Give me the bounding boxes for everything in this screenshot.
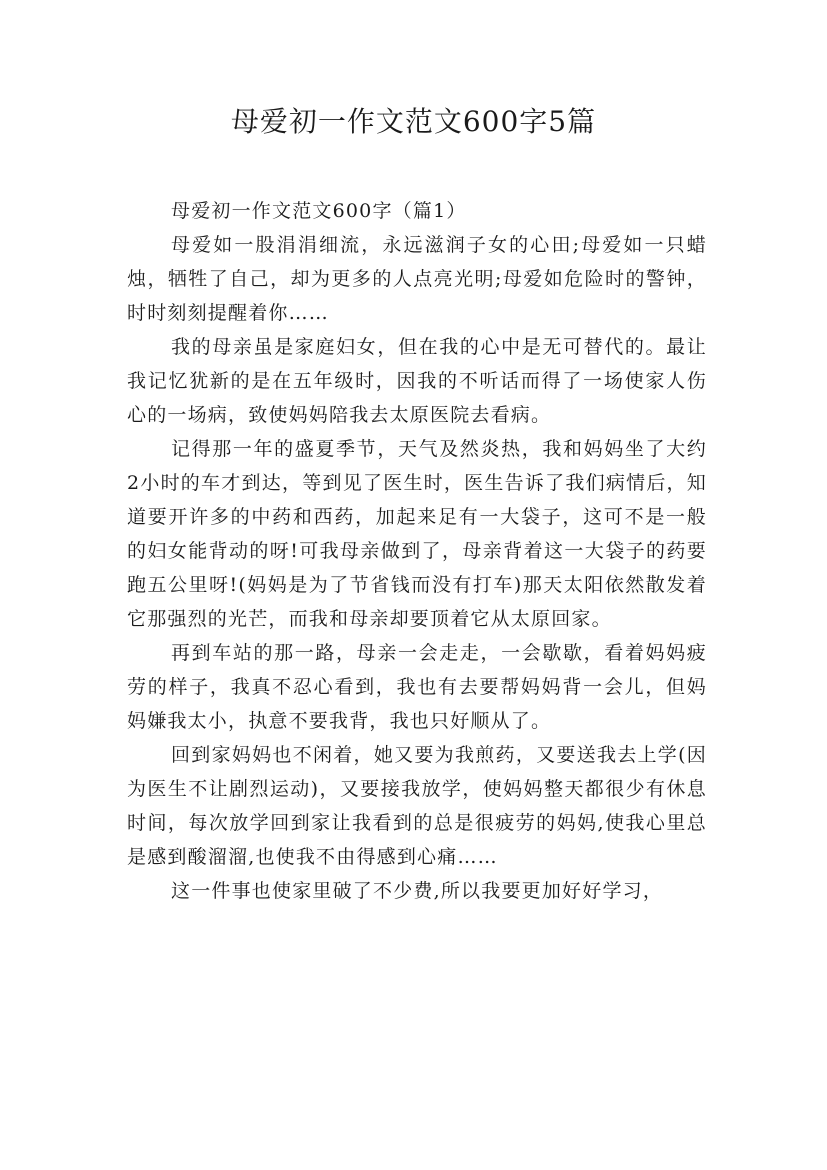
- document-body: [127, 194, 707, 908]
- section-heading: 母爱初一作文范文600字（篇1）: [171, 200, 467, 222]
- paragraph-3: 记得那一年的盛夏季节，天气及然炎热，我和妈妈坐了大约2小时的车才到达，等到见了医生时，医生告诉了我们病情后，知道要开许多的中药和西药，加起来足有一大袋子，这可不是一般的妇女能背动的呀!可我母亲做到了，母亲背着这一大袋子的药要跑五公里呀!(妈妈是为了节省钱而没有打车)那天太阳依然散发着它那强烈的光芒，而我和母亲却要顶着它从太原回家。: [127, 438, 707, 630]
- paragraph-1: 母爱如一股涓涓细流，永远滋润子女的心田;母爱如一只蜡烛，牺牲了自己，却为更多的人点亮光明;母爱如危险时的警钟，时时刻刻提醒着你……: [127, 234, 707, 324]
- paragraph-2: 我的母亲虽是家庭妇女，但在我的心中是无可替代的。最让我记忆犹新的是在五年级时，因我的不听话而得了一场使家人伤心的一场病，致使妈妈陪我去太原医院去看病。: [127, 336, 707, 426]
- paragraph-6: 这一件事也使家里破了不少费,所以我要更加好好学习，: [171, 880, 664, 902]
- document-title: 母爱初一作文范文600字5篇: [230, 105, 597, 138]
- paragraph-5: 回到家妈妈也不闲着，她又要为我煎药，又要送我去上学(因为医生不让剧烈运动)，又要接我放学，使妈妈整天都很少有休息时间，每次放学回到家让我看到的总是很疲劳的妈妈,使我心里总是感到酸溜溜,也使我不由得感到心痛……: [127, 744, 707, 868]
- paragraph-4: 再到车站的那一路，母亲一会走走，一会歇歇，看着妈妈疲劳的样子，我真不忍心看到，我也有去要帮妈妈背一会儿，但妈妈嫌我太小，执意不要我背，我也只好顺从了。: [127, 642, 707, 732]
